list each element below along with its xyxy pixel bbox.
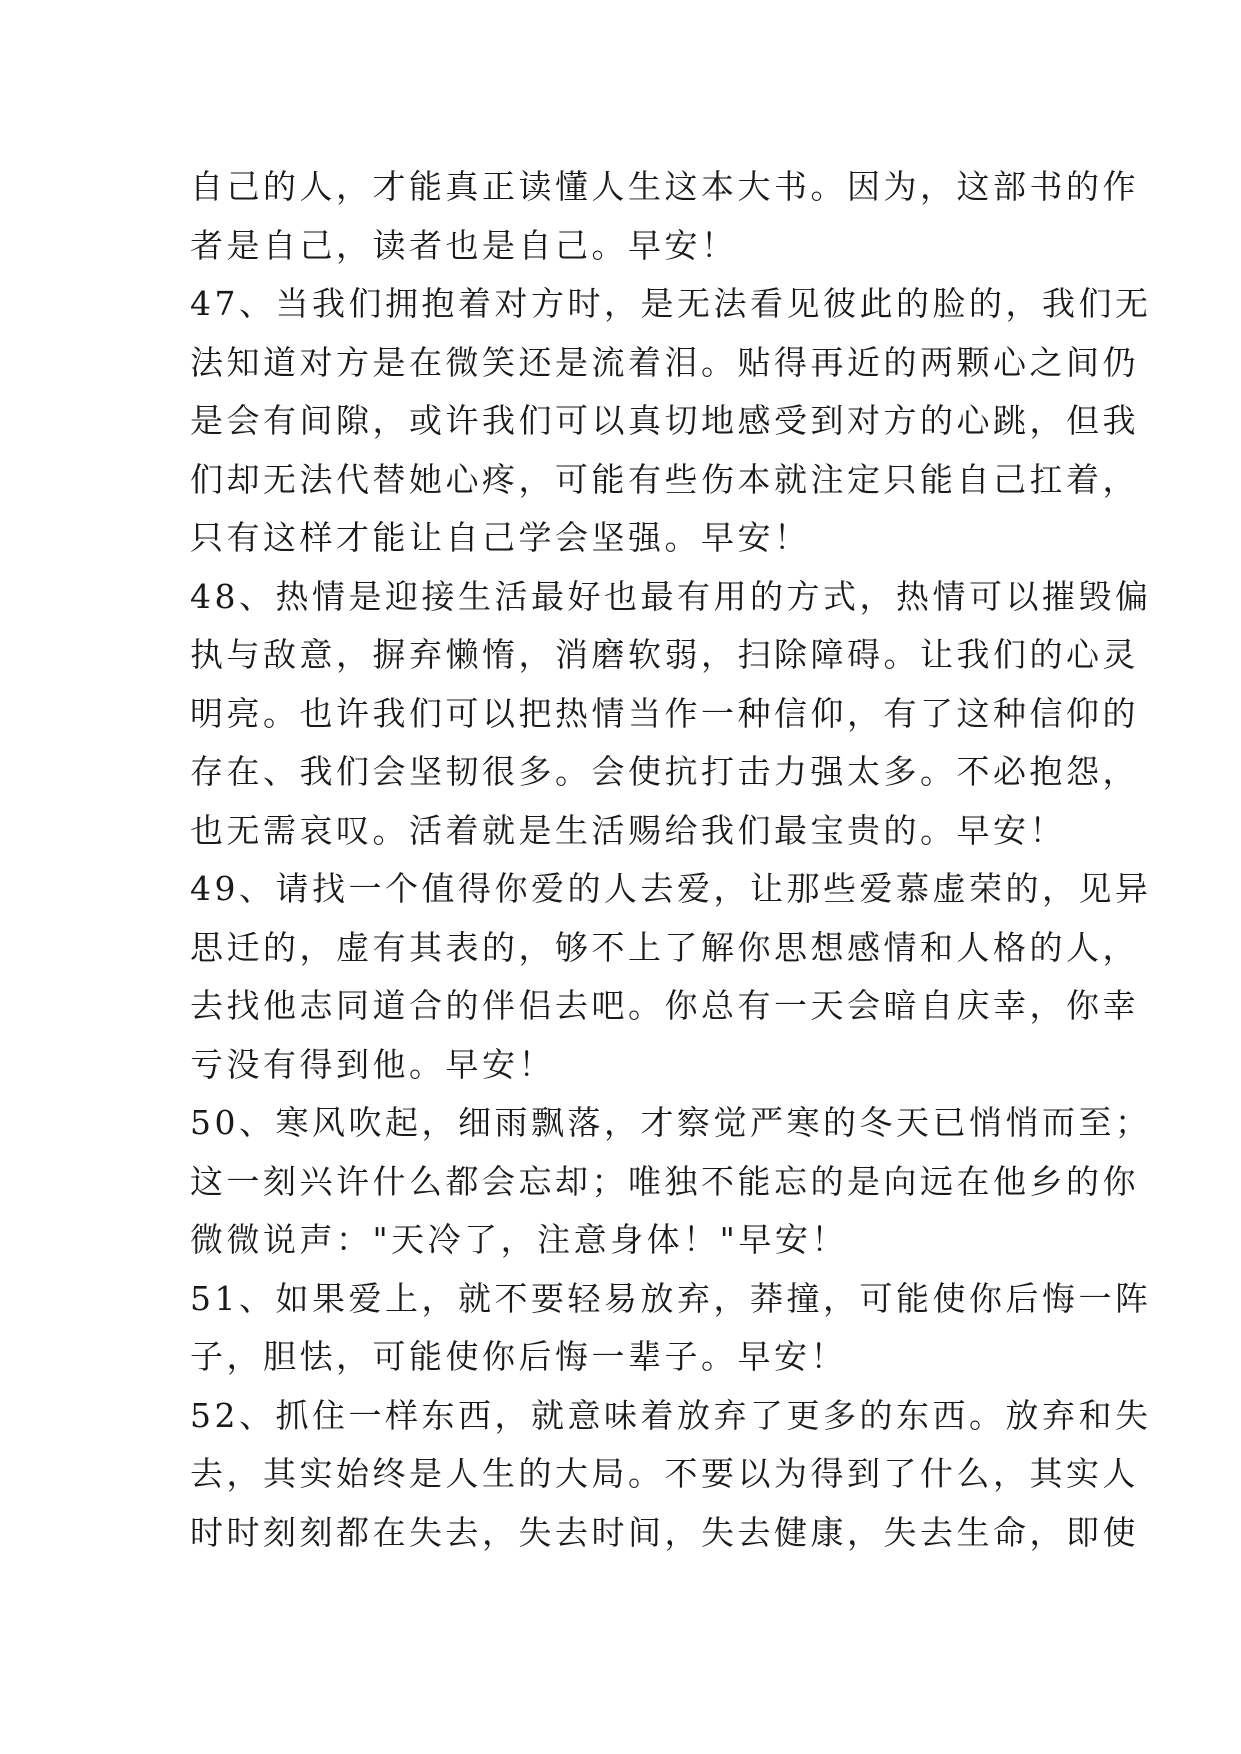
text-line: 明亮。也许我们可以把热情当作一种信仰，有了这种信仰的 — [190, 693, 1139, 733]
text-line: 去，其实始终是人生的大局。不要以为得到了什么，其实人 — [190, 1454, 1139, 1493]
text-line: 存在、我们会坚韧很多。会使抗打击力强太多。不必抱怨， — [190, 752, 1139, 791]
text-line: 执与敌意，摒弃懒惰，消磨软弱，扫除障碍。让我们的心灵 — [190, 635, 1139, 674]
text-line: 51、如果爱上，就不要轻易放弃，莽撞，可能使你后悔一阵 — [190, 1278, 1152, 1318]
text-line: 时时刻刻都在失去，失去时间，失去健康，失去生命，即使 — [190, 1512, 1139, 1552]
text-line: 们却无法代替她心疼，可能有些伤本就注定只能自己扛着， — [190, 459, 1139, 499]
text-line: 50、寒风吹起，细雨飘落，才察觉严寒的冬天已悄悄而至； — [190, 1103, 1152, 1142]
text-line: 这一刻兴许什么都会忘却；唯独不能忘的是向远在他乡的你 — [190, 1161, 1139, 1201]
text-line: 48、热情是迎接生活最好也最有用的方式，热情可以摧毁偏 — [190, 576, 1152, 616]
text-line: 去找他志同道合的伴侣去吧。你总有一天会暗自庆幸，你幸 — [190, 986, 1139, 1025]
text-line: 微微说声："天冷了，注意身体！"早安！ — [190, 1220, 848, 1259]
text-line: 52、抓住一样东西，就意味着放弃了更多的东西。放弃和失 — [190, 1395, 1152, 1435]
text-line: 只有这样才能让自己学会坚强。早安！ — [190, 518, 811, 557]
text-line: 自己的人，才能真正读懂人生这本大书。因为，这部书的作 — [190, 167, 1139, 206]
text-line: 是会有间隙，或许我们可以真切地感受到对方的心跳，但我 — [190, 401, 1139, 440]
text-line: 49、请找一个值得你爱的人去爱，让那些爱慕虚荣的，见异 — [190, 869, 1152, 908]
text-line: 47、当我们拥抱着对方时，是无法看见彼此的脸的，我们无 — [190, 284, 1152, 323]
text-line: 也无需哀叹。活着就是生活赐给我们最宝贵的。早安！ — [190, 810, 1066, 850]
body-text — [190, 158, 1152, 1562]
text-line: 子，胆怯，可能使你后悔一辈子。早安！ — [190, 1337, 847, 1376]
text-line: 者是自己，读者也是自己。早安！ — [190, 225, 738, 265]
text-line: 思迁的，虚有其表的，够不上了解你思想感情和人格的人， — [190, 927, 1139, 967]
text-line: 亏没有得到他。早安！ — [190, 1044, 555, 1084]
text-line: 法知道对方是在微笑还是流着泪。贴得再近的两颗心之间仍 — [190, 342, 1139, 382]
